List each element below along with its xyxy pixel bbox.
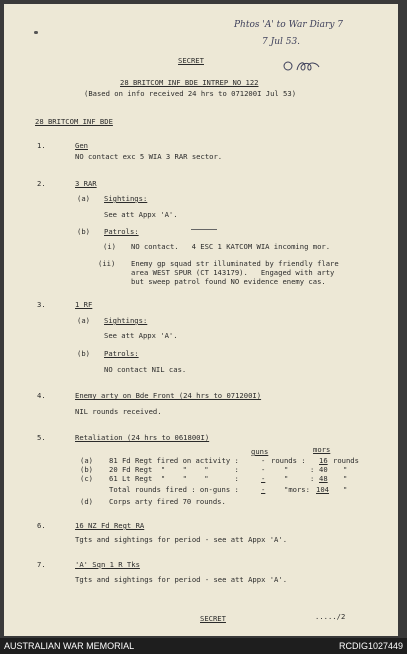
initials-signature [283, 59, 327, 73]
section-4-number: 4. [37, 391, 46, 400]
patrol-ii-line3: but sweep patrol found NO evidence enemy cas. [131, 277, 326, 286]
unit-heading: 28 BRITCOM INF BDE [35, 117, 113, 126]
section-3-b-label: (b) [77, 349, 90, 358]
retaliation-row-c-mors-unit: " [343, 474, 348, 483]
retaliation-row-a-label: (a) [80, 456, 93, 465]
retaliation-row-d-label: (d) [80, 497, 93, 506]
handwritten-note: Phtos 'A' to War Diary 7 [234, 20, 344, 30]
section-3-number: 3. [37, 300, 46, 309]
section-2-number: 2. [37, 179, 46, 188]
section-7-number: 7. [37, 560, 46, 569]
retaliation-total-mid: "mors: [284, 485, 310, 494]
retaliation-total-mors: 104 [316, 485, 329, 494]
patrol-ii-label: (ii) [98, 259, 116, 268]
section-7-text: Tgts and sightings for period - see att Appx 'A'. [75, 575, 288, 584]
section-5-number: 5. [37, 433, 46, 442]
retaliation-row-c-mors: 48 [319, 474, 328, 483]
section-2-a-label: (a) [77, 194, 90, 203]
archive-name: AUSTRALIAN WAR MEMORIAL [4, 641, 135, 651]
retaliation-row-d-text: Corps arty fired 70 rounds. [109, 497, 226, 506]
classification-bottom: SECRET [200, 614, 226, 623]
continued-marker: ...../2 [315, 612, 346, 621]
retaliation-total-guns: - [261, 485, 266, 494]
retaliation-row-c-text: 61 Lt Regt " " " : [109, 474, 239, 483]
section-2-heading: 3 RAR [75, 179, 97, 188]
patrol-ii-line1: Enemy gp squad str illuminated by friendly flare [131, 259, 339, 268]
patrol-i-text: NO contact. 4 ESC 1 KATCOM WIA incoming mor. [131, 242, 331, 251]
section-5-heading: Retaliation (24 hrs to 061800I) [75, 433, 210, 442]
section-1-number: 1. [37, 141, 46, 150]
retaliation-row-a-mors: 16 [319, 456, 328, 465]
retaliation-row-b-guns: - [261, 465, 266, 474]
retaliation-total-unit: " [343, 485, 348, 494]
retaliation-row-b-text: 20 Fd Regt " " " : [109, 465, 239, 474]
retaliation-row-a-mors-unit: rounds [333, 456, 359, 465]
section-2-b-label: (b) [77, 227, 90, 236]
retaliation-row-b-mors-unit: " [343, 465, 348, 474]
section-3-b-text: NO contact NIL cas. [104, 365, 187, 374]
section-1-text: NO contact exc 5 WIA 3 RAR sector. [75, 152, 223, 161]
column-guns-header: guns [251, 447, 269, 456]
section-6-heading: 16 NZ Fd Regt RA [75, 521, 145, 530]
section-2-b-heading: Patrols: [104, 227, 139, 236]
ink-mark [34, 31, 38, 34]
retaliation-row-c-guns-unit: " : [284, 474, 315, 483]
patrol-i-label: (i) [103, 242, 116, 251]
section-3-heading: 1 RF [75, 300, 93, 309]
document-subtitle: (Based on info received 24 hrs to 071200I Jul 53) [84, 89, 297, 98]
column-mors-header: mors [313, 445, 331, 454]
archive-footer-bar [0, 638, 407, 654]
retaliation-row-b-guns-unit: " : [284, 465, 315, 474]
section-7-heading: 'A' Sqn 1 R Tks [75, 560, 140, 569]
retaliation-row-c-label: (c) [80, 474, 93, 483]
patrol-ii-line2: area WEST SPUR (CT 143179). Engaged with arty [131, 268, 335, 277]
retaliation-row-b-label: (b) [80, 465, 93, 474]
archive-reference: RCDIG1027449 [338, 641, 403, 651]
section-2-a-text: See att Appx 'A'. [104, 210, 178, 219]
section-1-heading: Gen [75, 141, 88, 150]
section-4-heading: Enemy arty on Bde Front (24 hrs to 071200I) [75, 391, 262, 400]
retaliation-row-a-guns: - [261, 456, 266, 465]
handwritten-date: 7 Jul 53. [262, 37, 301, 47]
document-page [4, 4, 398, 636]
section-3-a-heading: Sightings: [104, 316, 148, 325]
retaliation-total-label: Total rounds fired : on-guns : [109, 485, 239, 494]
retaliation-row-c-guns: - [261, 474, 266, 483]
section-2-a-heading: Sightings: [104, 194, 148, 203]
classification-top: SECRET [178, 56, 204, 65]
retaliation-row-a-text: 81 Fd Regt fired on activity : [109, 456, 239, 465]
retaliation-row-b-mors: 40 [319, 465, 328, 474]
section-3-a-text: See att Appx 'A'. [104, 331, 178, 340]
section-6-number: 6. [37, 521, 46, 530]
section-4-text: NIL rounds received. [75, 407, 162, 416]
retaliation-row-a-guns-unit: rounds : [271, 456, 306, 465]
section-6-text: Tgts and sightings for period - see att Appx 'A'. [75, 535, 288, 544]
pencil-mark [191, 229, 217, 230]
document-title: 28 BRITCOM INF BDE INTREP NO 122 [120, 78, 259, 87]
section-3-b-heading: Patrols: [104, 349, 139, 358]
section-3-a-label: (a) [77, 316, 90, 325]
